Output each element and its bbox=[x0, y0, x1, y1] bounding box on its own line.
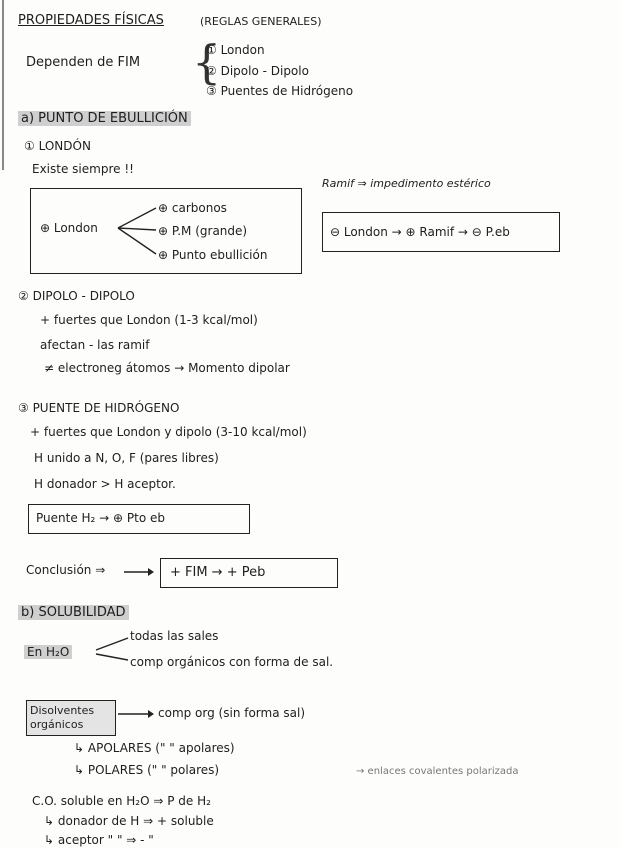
co-item-2: ↳ aceptor " " ⇒ - " bbox=[44, 833, 154, 847]
dipolo-line-1: + fuertes que London (1-3 kcal/mol) bbox=[40, 313, 258, 327]
london-heading: ① LONDÓN bbox=[24, 139, 91, 153]
london-branch-2: ⊕ P.M (grande) bbox=[158, 224, 248, 238]
ramif-note: Ramif ⇒ impedimento estérico bbox=[322, 177, 491, 190]
section-b-title-text: b) SOLUBILIDAD bbox=[18, 605, 129, 620]
h2o-item-2: comp orgánicos con forma de sal. bbox=[130, 655, 334, 669]
h2o-item-1: todas las sales bbox=[130, 629, 219, 643]
page-subtitle: (REGLAS GENERALES) bbox=[200, 15, 322, 28]
london-branch-3: ⊕ Punto ebullición bbox=[158, 248, 268, 262]
co-line: C.O. soluble en H₂O ⇒ P de H₂ bbox=[32, 794, 211, 808]
conclusion-box-text: + FIM → + Peb bbox=[170, 565, 266, 580]
disolventes-label: Disolventes orgánicos bbox=[30, 704, 95, 731]
co-item-1: ↳ donador de H ⇒ + soluble bbox=[44, 814, 214, 828]
brace: { bbox=[192, 35, 222, 89]
london-box-left: ⊕ London bbox=[40, 221, 98, 235]
page-title: PROPIEDADES FÍSICAS bbox=[18, 13, 164, 28]
en-h2o bbox=[24, 646, 72, 658]
london-note: Existe siempre !! bbox=[32, 162, 134, 176]
puente-box-text: Puente H₂ → ⊕ Pto eb bbox=[36, 511, 166, 525]
en-h2o-text: En H₂O bbox=[24, 645, 72, 659]
puente-line-2: H unido a N, O, F (pares libres) bbox=[34, 451, 219, 465]
dipolo-line-3: ≠ electroneg átomos → Momento dipolar bbox=[44, 361, 290, 375]
puente-line-1: + fuertes que London y dipolo (3-10 kcal/mol) bbox=[30, 425, 307, 439]
sub-item-apolares: ↳ APOLARES (" " apolares) bbox=[74, 741, 235, 755]
puente-heading: ③ PUENTE DE HIDRÓGENO bbox=[18, 401, 180, 415]
sub-item-polares: ↳ POLARES (" " polares) bbox=[74, 763, 220, 777]
puente-line-3: H donador > H aceptor. bbox=[34, 477, 176, 491]
section-a-title-text: a) PUNTO DE EBULLICIÓN bbox=[18, 111, 191, 126]
london-branch-1: ⊕ carbonos bbox=[158, 201, 227, 215]
section-b-title bbox=[18, 606, 129, 619]
conclusion-label: Conclusión ⇒ bbox=[26, 563, 106, 577]
disolv-result: comp org (sin forma sal) bbox=[158, 706, 306, 720]
sub-note: → enlaces covalentes polarizada bbox=[356, 766, 519, 777]
london-box-right: ⊖ London → ⊕ Ramif → ⊖ P.eb bbox=[330, 225, 510, 239]
dipolo-heading: ② DIPOLO - DIPOLO bbox=[18, 289, 135, 303]
depend-label: Dependen de FIM bbox=[26, 55, 141, 70]
depend-item-3: ③ Puentes de Hidrógeno bbox=[206, 84, 354, 98]
dipolo-line-2: afectan - las ramif bbox=[40, 338, 150, 352]
depend-item-2: ② Dipolo - Dipolo bbox=[206, 64, 309, 78]
depend-item-1: ① London bbox=[206, 43, 265, 57]
